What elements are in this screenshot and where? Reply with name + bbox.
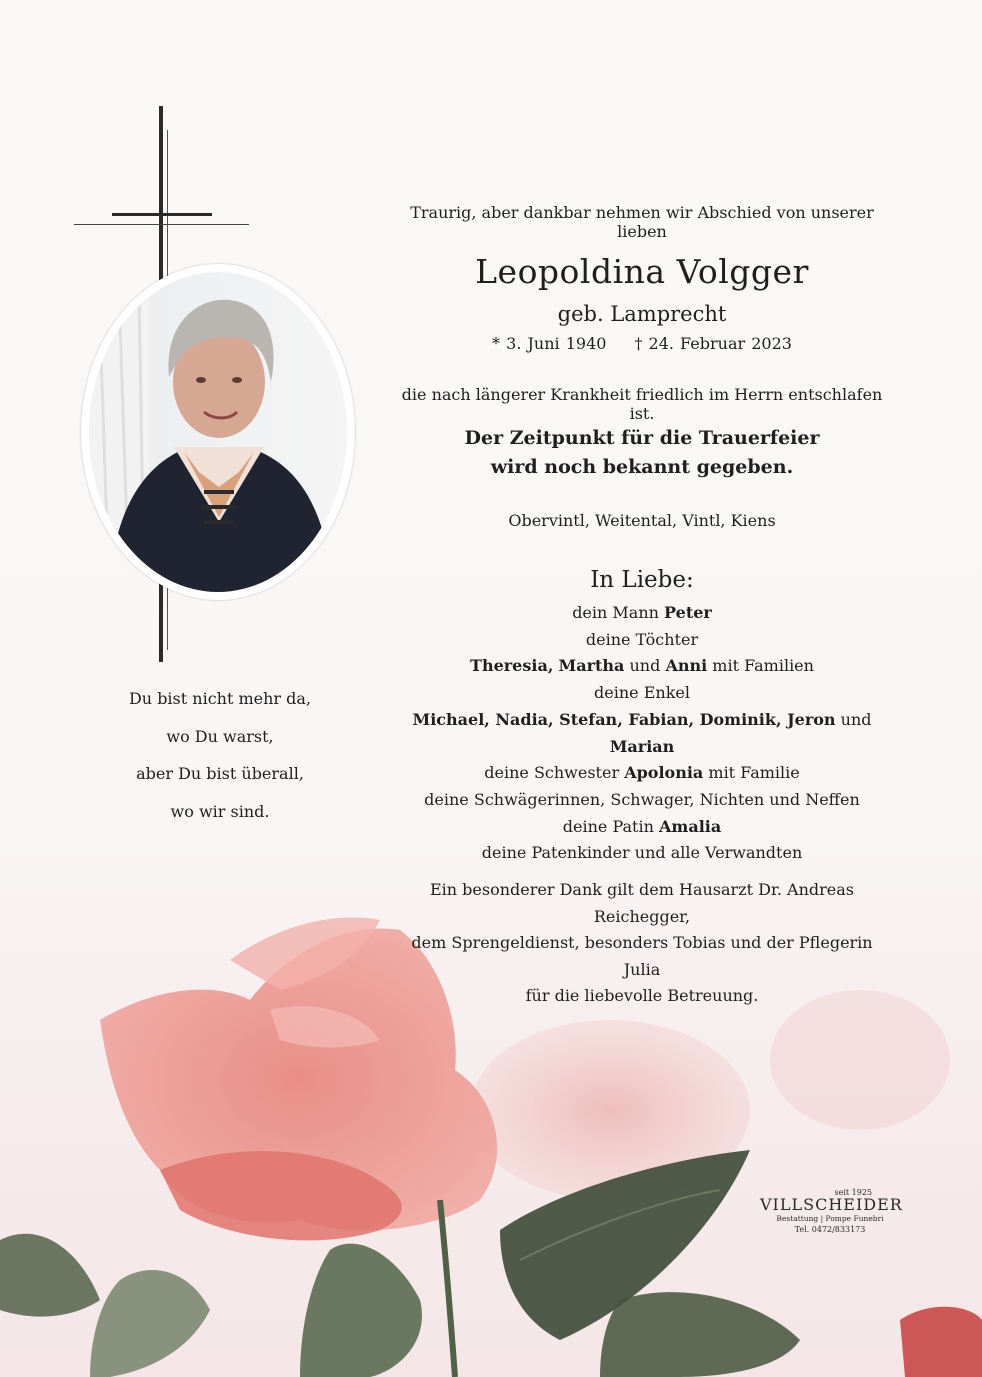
thanks-text [392,877,892,1010]
poem-line: aber Du bist überall, [136,764,304,783]
family-line: Michael, Nadia, Stefan, Fabian, Dominik, Jeron und Marian [412,709,872,756]
family-line: deine Schwägerinnen, Schwager, Nichten und Neffen [424,789,860,809]
family-line: deine Patin Amalia [562,816,722,836]
ceremony-notice [392,424,892,482]
birth-name: geb. Lamprecht [557,302,727,326]
poem-line: wo wir sind. [170,801,270,821]
funeral-home-logo [760,1188,903,1234]
family-line: dein Mann Peter [572,603,712,622]
family-list [392,600,892,867]
ceremony-line: wird noch bekannt gegeben. [490,456,794,478]
portrait-frame [81,264,355,600]
family-title: In Liebe: [590,567,694,593]
family-line: deine Enkel [594,683,690,703]
family-line: deine Patenkinder und alle Verwandten [481,843,803,863]
intro-text: Traurig, aber dankbar nehmen wir Abschied von unserer lieben [410,203,874,241]
poem [90,680,350,830]
logo-subtitle: Bestattung | Pompe Funebri [776,1214,884,1223]
logo-phone: Tel. 0472/833173 [794,1225,866,1234]
thanks-line: dem Sprengeldienst, besonders Tobias und der Pflegerin Julia [411,933,873,979]
thanks-line: für die liebevolle Betreuung. [525,986,759,1005]
death-date: † 24. Februar 2023 [634,334,792,353]
life-dates [392,334,892,353]
family-line: Theresia, Martha und Anni mit Familien [470,656,814,676]
portrait-photo [89,272,347,592]
family-line: deine Töchter [585,629,699,649]
cross-horizontal-line [74,224,249,225]
birth-date: * 3. Juni 1940 [492,334,607,353]
poem-line: wo Du warst, [166,726,274,746]
poem-line: Du bist nicht mehr da, [128,689,312,708]
cross-horizontal-bar [112,213,212,216]
logo-brand: VILLSCHEIDER [760,1195,903,1214]
places: Obervintl, Weitental, Vintl, Kiens [508,511,776,530]
thanks-line: Ein besonderer Dank gilt dem Hausarzt Dr. Andreas Reichegger, [429,880,855,926]
deceased-name: Leopoldina Volgger [475,252,809,291]
ceremony-line: Der Zeitpunkt für die Trauerfeier [464,427,820,449]
logo-since: seit 1925 [834,1188,872,1197]
family-line: deine Schwester Apolonia mit Familie [484,763,800,783]
passing-text: die nach längerer Krankheit friedlich im Herrn entschlafen ist. [401,385,883,423]
